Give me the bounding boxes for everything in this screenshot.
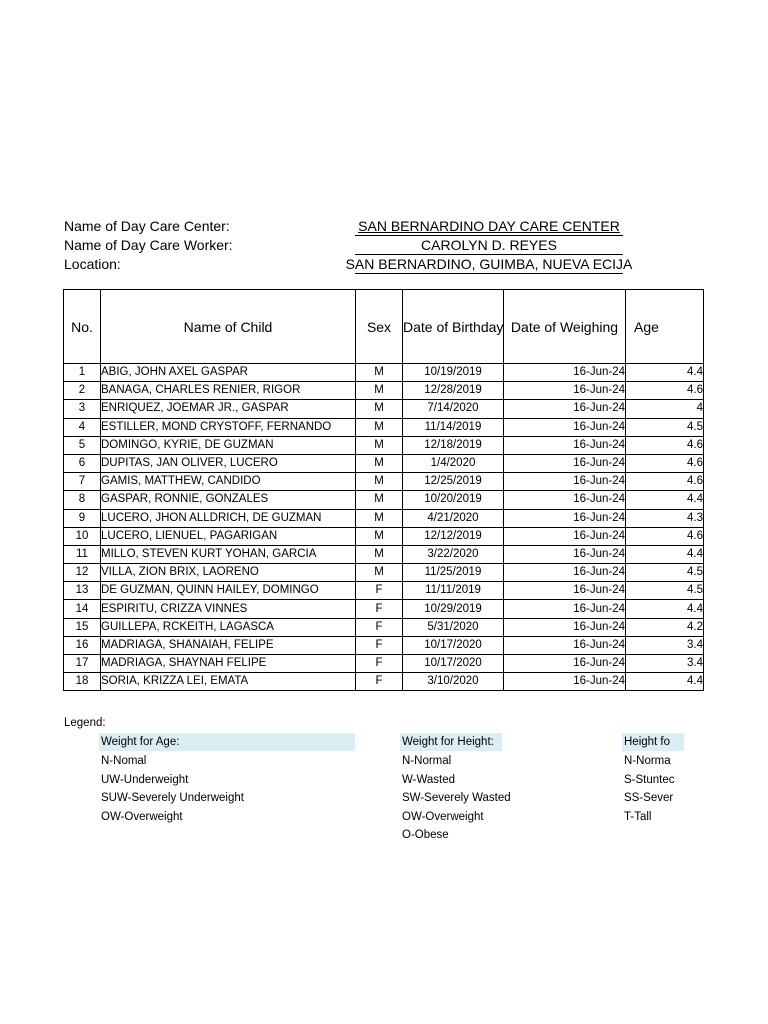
cell-age: 4.4: [626, 673, 704, 691]
table-row: [64, 509, 704, 527]
cell-weighing: 16-Jun-24: [504, 436, 626, 454]
legend-weight-for-age-item: SUW-Severely Underweight: [101, 792, 244, 805]
legend-weight-for-height-item: O-Obese: [402, 829, 449, 842]
cell-birthday: 12/28/2019: [403, 382, 504, 400]
legend-weight-for-height-item: N-Normal: [402, 755, 452, 767]
cell-birthday: 12/25/2019: [403, 473, 504, 491]
cell-weighing: 16-Jun-24: [504, 655, 626, 673]
cell-birthday: 12/18/2019: [403, 436, 504, 454]
cell-birthday: 11/11/2019: [403, 582, 504, 600]
cell-age: 4.4: [626, 491, 704, 509]
col-header-sex: Sex: [356, 290, 403, 364]
legend-weight-for-age-item: OW-Overweight: [101, 810, 183, 823]
table-row: [64, 636, 704, 654]
cell-age: 4.6: [626, 382, 704, 400]
cell-no: 6: [64, 454, 101, 472]
cell-no: 11: [64, 545, 101, 563]
cell-name: MILLO, STEVEN KURT YOHAN, GARCIA: [101, 545, 356, 563]
cell-age: 4.4: [626, 364, 704, 382]
cell-birthday: 10/17/2020: [403, 655, 504, 673]
table-row: [64, 473, 704, 491]
cell-weighing: 16-Jun-24: [504, 618, 626, 636]
cell-sex: M: [356, 418, 403, 436]
cell-age: 4.5: [626, 564, 704, 582]
cell-age: 4: [626, 400, 704, 418]
cell-age: 4.5: [626, 418, 704, 436]
cell-birthday: 11/25/2019: [403, 564, 504, 582]
table-row: [64, 582, 704, 600]
cell-birthday: 4/21/2020: [403, 509, 504, 527]
cell-sex: M: [356, 491, 403, 509]
cell-weighing: 16-Jun-24: [504, 600, 626, 618]
cell-birthday: 5/31/2020: [403, 618, 504, 636]
table-body: [64, 364, 704, 691]
cell-name: DUPITAS, JAN OLIVER, LUCERO: [101, 454, 356, 472]
table-row: [64, 364, 704, 382]
cell-name: LUCERO, LIENUEL, PAGARIGAN: [101, 527, 356, 545]
cell-weighing: 16-Jun-24: [504, 673, 626, 691]
center-name-label: Name of Day Care Center:: [64, 218, 230, 234]
table-row: [64, 527, 704, 545]
legend-height-for-age-item: S-Stuntec: [624, 773, 675, 786]
legend-weight-for-age-item: UW-Underweight: [101, 773, 189, 786]
cell-name: GAMIS, MATTHEW, CANDIDO: [101, 473, 356, 491]
table-row: [64, 618, 704, 636]
table-row: [64, 545, 704, 563]
cell-birthday: 12/12/2019: [403, 527, 504, 545]
legend-title: Legend:: [64, 717, 106, 729]
cell-name: GUILLEPA, RCKEITH, LAGASCA: [101, 618, 356, 636]
cell-no: 14: [64, 600, 101, 618]
cell-no: 13: [64, 582, 101, 600]
table-row: [64, 418, 704, 436]
location-label: Location:: [64, 256, 121, 272]
legend-height-for-age-item: N-Norma: [624, 755, 671, 767]
cell-weighing: 16-Jun-24: [504, 454, 626, 472]
cell-age: 4.6: [626, 527, 704, 545]
legend-weight-for-height-item: SW-Severely Wasted: [402, 792, 511, 805]
table-row: [64, 436, 704, 454]
table-row: [64, 491, 704, 509]
cell-age: 3.4: [626, 655, 704, 673]
cell-weighing: 16-Jun-24: [504, 418, 626, 436]
legend-weight-for-height-item: W-Wasted: [402, 773, 456, 786]
cell-sex: M: [356, 436, 403, 454]
cell-no: 7: [64, 473, 101, 491]
cell-no: 1: [64, 364, 101, 382]
cell-birthday: 7/14/2020: [403, 400, 504, 418]
worker-name-label: Name of Day Care Worker:: [64, 237, 233, 253]
legend-weight-for-height-heading: Weight for Height:: [400, 733, 502, 751]
legend-weight-for-height-item: OW-Overweight: [402, 810, 484, 823]
cell-name: MADRIAGA, SHANAIAH, FELIPE: [101, 636, 356, 654]
cell-weighing: 16-Jun-24: [504, 582, 626, 600]
cell-no: 17: [64, 655, 101, 673]
col-header-birthday: Date of Birthday: [403, 290, 504, 364]
table-row: [64, 454, 704, 472]
cell-sex: M: [356, 509, 403, 527]
location-text: SAN BERNARDINO, GUIMBA, NUEVA ECIJA: [345, 256, 633, 272]
cell-sex: M: [356, 564, 403, 582]
cell-birthday: 3/10/2020: [403, 673, 504, 691]
cell-sex: M: [356, 527, 403, 545]
cell-name: ESPIRITU, CRIZZA VINNES: [101, 600, 356, 618]
cell-sex: M: [356, 545, 403, 563]
cell-age: 4.6: [626, 436, 704, 454]
cell-sex: F: [356, 618, 403, 636]
cell-weighing: 16-Jun-24: [504, 545, 626, 563]
cell-sex: F: [356, 582, 403, 600]
cell-no: 5: [64, 436, 101, 454]
cell-sex: M: [356, 473, 403, 491]
cell-birthday: 10/20/2019: [403, 491, 504, 509]
col-header-name: Name of Child: [101, 290, 356, 364]
cell-weighing: 16-Jun-24: [504, 564, 626, 582]
cell-sex: F: [356, 673, 403, 691]
cell-sex: M: [356, 400, 403, 418]
cell-no: 8: [64, 491, 101, 509]
col-header-no: No.: [64, 290, 101, 364]
cell-age: 4.4: [626, 600, 704, 618]
table-header-row: [64, 290, 704, 364]
cell-name: ENRIQUEZ, JOEMAR JR., GASPAR: [101, 400, 356, 418]
cell-no: 15: [64, 618, 101, 636]
children-table: [63, 289, 704, 691]
cell-weighing: 16-Jun-24: [504, 636, 626, 654]
cell-age: 4.6: [626, 454, 704, 472]
cell-name: DE GUZMAN, QUINN HAILEY, DOMINGO: [101, 582, 356, 600]
cell-birthday: 3/22/2020: [403, 545, 504, 563]
cell-weighing: 16-Jun-24: [504, 382, 626, 400]
col-header-age: Age: [626, 290, 704, 364]
legend-height-for-age-item: T-Tall: [624, 810, 652, 823]
table-row: [64, 400, 704, 418]
table-row: [64, 600, 704, 618]
cell-age: 4.3: [626, 509, 704, 527]
cell-weighing: 16-Jun-24: [504, 473, 626, 491]
cell-no: 12: [64, 564, 101, 582]
cell-weighing: 16-Jun-24: [504, 527, 626, 545]
col-header-weighing: Date of Weighing: [504, 290, 626, 364]
cell-age: 3.4: [626, 636, 704, 654]
table-row: [64, 673, 704, 691]
worker-name-value: CAROLYN D. REYES: [355, 237, 623, 255]
table-row: [64, 655, 704, 673]
cell-sex: M: [356, 382, 403, 400]
cell-name: VILLA, ZION BRIX, LAORENO: [101, 564, 356, 582]
cell-sex: F: [356, 600, 403, 618]
cell-no: 9: [64, 509, 101, 527]
legend-weight-for-age-heading: Weight for Age:: [99, 733, 355, 751]
cell-sex: M: [356, 364, 403, 382]
cell-name: LUCERO, JHON ALLDRICH, DE GUZMAN: [101, 509, 356, 527]
cell-weighing: 16-Jun-24: [504, 364, 626, 382]
cell-weighing: 16-Jun-24: [504, 509, 626, 527]
cell-name: GASPAR, RONNIE, GONZALES: [101, 491, 356, 509]
legend-weight-for-age-item: N-Nomal: [101, 755, 147, 767]
cell-birthday: 10/17/2020: [403, 636, 504, 654]
cell-birthday: 10/19/2019: [403, 364, 504, 382]
table-row: [64, 564, 704, 582]
location-value: [345, 256, 633, 274]
cell-no: 2: [64, 382, 101, 400]
cell-no: 4: [64, 418, 101, 436]
center-name-value: [355, 218, 623, 236]
center-name-text: SAN BERNARDINO DAY CARE CENTER: [358, 218, 620, 234]
cell-weighing: 16-Jun-24: [504, 491, 626, 509]
cell-name: ABIG, JOHN AXEL GASPAR: [101, 364, 356, 382]
table-row: [64, 382, 704, 400]
cell-birthday: 1/4/2020: [403, 454, 504, 472]
cell-name: MADRIAGA, SHAYNAH FELIPE: [101, 655, 356, 673]
cell-sex: F: [356, 636, 403, 654]
cell-name: DOMINGO, KYRIE, DE GUZMAN: [101, 436, 356, 454]
cell-age: 4.2: [626, 618, 704, 636]
cell-name: SORIA, KRIZZA LEI, EMATA: [101, 673, 356, 691]
legend-height-for-age-heading: Height fo: [622, 733, 684, 751]
cell-name: ESTILLER, MOND CRYSTOFF, FERNANDO: [101, 418, 356, 436]
cell-sex: M: [356, 454, 403, 472]
cell-sex: F: [356, 655, 403, 673]
cell-age: 4.6: [626, 473, 704, 491]
cell-weighing: 16-Jun-24: [504, 400, 626, 418]
cell-no: 16: [64, 636, 101, 654]
legend-height-for-age-item: SS-Sever: [624, 792, 674, 805]
cell-age: 4.4: [626, 545, 704, 563]
cell-no: 3: [64, 400, 101, 418]
cell-birthday: 11/14/2019: [403, 418, 504, 436]
cell-name: BANAGA, CHARLES RENIER, RIGOR: [101, 382, 356, 400]
cell-birthday: 10/29/2019: [403, 600, 504, 618]
cell-no: 10: [64, 527, 101, 545]
cell-no: 18: [64, 673, 101, 691]
cell-age: 4.5: [626, 582, 704, 600]
